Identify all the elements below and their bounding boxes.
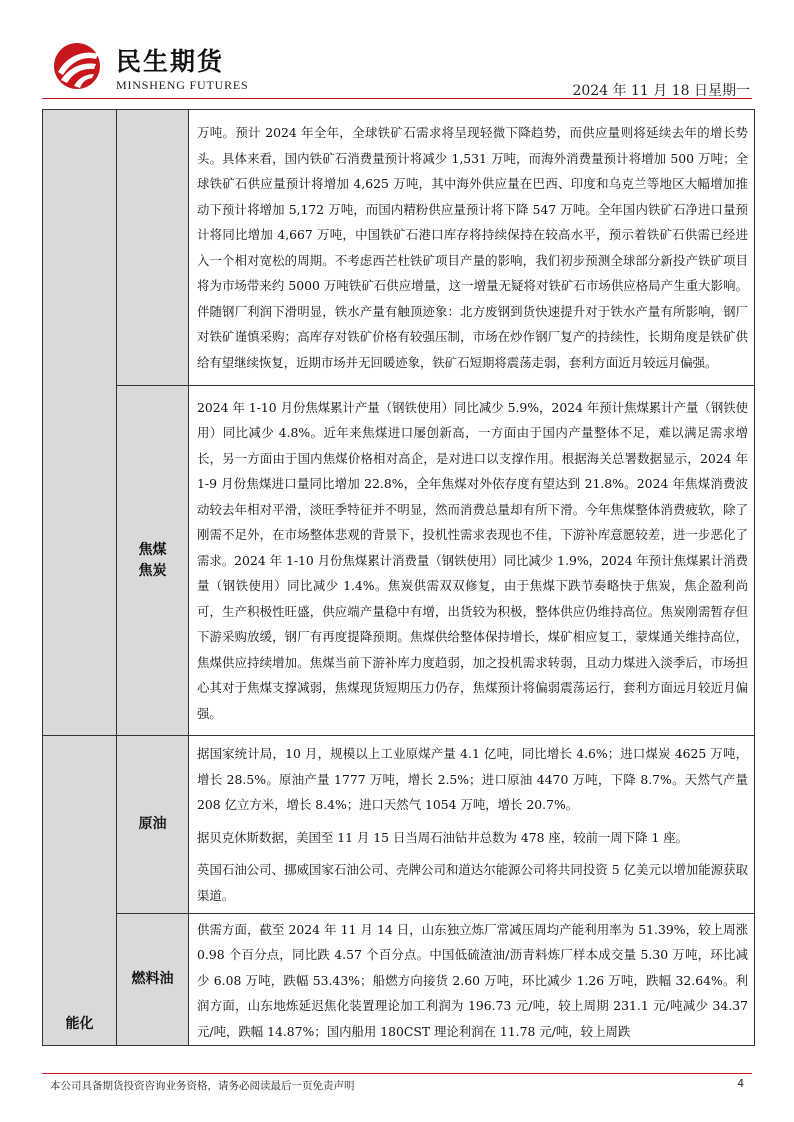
page-header xyxy=(42,30,752,100)
header-divider xyxy=(42,98,752,99)
subcategory-cell-fuel-oil: 燃料油 xyxy=(117,914,189,1046)
table-row xyxy=(43,386,755,736)
analysis-text-cell xyxy=(189,386,755,736)
footer-disclaimer: 本公司具备期货投资咨询业务资格，请务必阅读最后一页免责声明 xyxy=(50,1080,355,1092)
subcategory-cell-iron-ore xyxy=(117,110,189,386)
analysis-text-cell xyxy=(189,736,755,914)
analysis-text-cell xyxy=(189,914,755,1046)
analysis-text-cell xyxy=(189,110,755,386)
footer-divider xyxy=(42,1073,752,1074)
table-row xyxy=(43,736,755,914)
analysis-paragraph: 供需方面，截至 2024 年 11 月 14 日，山东独立炼厂常减压周均产能利用率为 51.39%，较上周涨 0.98 个百分点，同比跌 4.57 个百分点。中国低硫渣油/沥青料炼厂样本成交量 5.30 万吨，环比减少 6.08 万吨，跌幅 53.43%；船燃方向接货 2.60 万吨，环比减少 1.26 万吨，跌幅 32.64%。利润方面，山东地炼延迟焦化装置理论加工利润为 196.73 元/吨，较上周期 231.1 元/吨减少 34.37 元/吨，跌幅 14.87%；国内船用 180CST 理论利润在 11.78 元/吨，较上周跌 xyxy=(197,921,748,1039)
analysis-paragraph: 据国家统计局，10 月，规模以上工业原煤产量 4.1 亿吨，同比增长 4.6%；进口煤炭 4625 万吨，增长 28.5%。原油产量 1777 万吨，增长 2.5%；进口原油 4470 万吨，下降 8.7%。天然气产量 208 亿立方米，增长 8.4%；进口天然气 1054 万吨，增长 20.7%。 xyxy=(197,746,748,812)
report-date: 2024 年 11 月 18 日星期一 xyxy=(572,83,750,99)
analysis-paragraph: 英国石油公司、挪威国家石油公司、壳牌公司和道达尔能源公司将共同投资 5 亿美元以增加能源获取渠道。 xyxy=(197,862,748,903)
brand-name-en: MINSHENG FUTURES xyxy=(116,78,249,92)
table-row xyxy=(43,914,755,1046)
analysis-paragraph: 2024 年 1-10 月份焦煤累计产量（钢铁使用）同比减少 5.9%，2024 年预计焦煤累计产量（钢铁使用）同比减少 4.8%。近年来焦煤进口屡创新高，一方面由于国内产量整体不足，难以满足需求增长，另一方面由于国内焦煤价格相对高企，是对进口以支撑作用。根据海关总署数据显示，2024 年 1-9 月份焦煤进口量同比增加 22.8%，全年焦煤对外依存度有望达到 21.8%。2024 年焦煤消费波动较去年相对平滑，淡旺季特征并不明显，然而消费总量却有所下滑。今年焦煤整体消费疲软，除了刚需不足外，在市场整体悲观的背景下，投机性需求表现也不佳，下游补库意愿较差，进一步恶化了需求。2024 年 1-10 月份焦煤累计消费量（钢铁使用）同比减少 1.9%，2024 年预计焦煤累计消费量（钢铁使用）同比减少 1.4%。焦炭供需双双修复，由于焦煤下跌节奏略快于焦炭，焦企盈利尚可，生产积极性旺盛，供应端产量稳中有增，出货较为积极，整体供应仍维持高位。焦炭刚需暂存但下游采购放缓，钢厂有再度提降预期。焦煤供给整体保持增长，煤矿相应复工，蒙煤通关维持高位，焦煤供应持续增加。焦煤当前下游补库力度趋弱，加之投机需求转弱，且动力煤进入淡季后，市场担心其对于焦煤支撑减弱，焦煤现货短期压力仍存，焦煤预计将偏弱震荡运行，套利方面远月较近月偏强。 xyxy=(197,399,748,721)
minsheng-logo-icon xyxy=(52,42,102,90)
subcategory-cell-crude-oil: 原油 xyxy=(117,736,189,914)
category-cell-energy-chemicals xyxy=(43,736,117,1046)
table-row xyxy=(43,110,755,386)
page-number: 4 xyxy=(737,1078,744,1090)
commodity-analysis-table xyxy=(42,109,755,1046)
category-cell-black-metals xyxy=(43,110,117,736)
analysis-paragraph: 万吨。预计 2024 年全年，全球铁矿石需求将呈现轻微下降趋势，而供应量则将延续去年的增长势头。具体来看，国内铁矿石消费量预计将减少 1,531 万吨，而海外消费量预计将增加 500 万吨；全球铁矿石供应量预计将增加 4,625 万吨，其中海外供应量在巴西、印度和乌克兰等地区大幅增加推动下预计将增加 5,172 万吨，而国内精粉供应量预计将下降 547 万吨。全年国内铁矿石净进口量预计将同比增加 4,667 万吨，中国铁矿石港口库存将持续保持在较高水平，预示着铁矿石供需已经进入一个相对宽松的周期。不考虑西芒杜铁矿项目产量的影响，我们初步预测全球部分新投产铁矿项目将为市场带来约 5000 万吨铁矿石供应增量，这一增量无疑将对铁矿石市场供应格局产生重大影响。伴随钢厂利润下滑明显，铁水产量有触顶迹象：北方废钢到货快速提升对于铁水产量有所影响，钢厂对铁矿谨慎采购；高库存对铁矿价格有较强压制，市场在炒作钢厂复产的持续性，长期角度是铁矿供给有望继续恢复，近期市场并无回暖迹象，铁矿石短期将震荡走弱，套利方面近月较远月偏强。 xyxy=(197,125,748,370)
brand-name-cn: 民生期货 xyxy=(116,47,225,76)
analysis-paragraph: 据贝克休斯数据，美国至 11 月 15 日当周石油钻井总数为 478 座，较前一周下降 1 座。 xyxy=(197,829,689,845)
subcategory-cell-coking-coal xyxy=(117,386,189,736)
category-label: 能化 xyxy=(65,1016,94,1032)
subcategory-label: 焦煤 焦炭 xyxy=(138,541,167,579)
